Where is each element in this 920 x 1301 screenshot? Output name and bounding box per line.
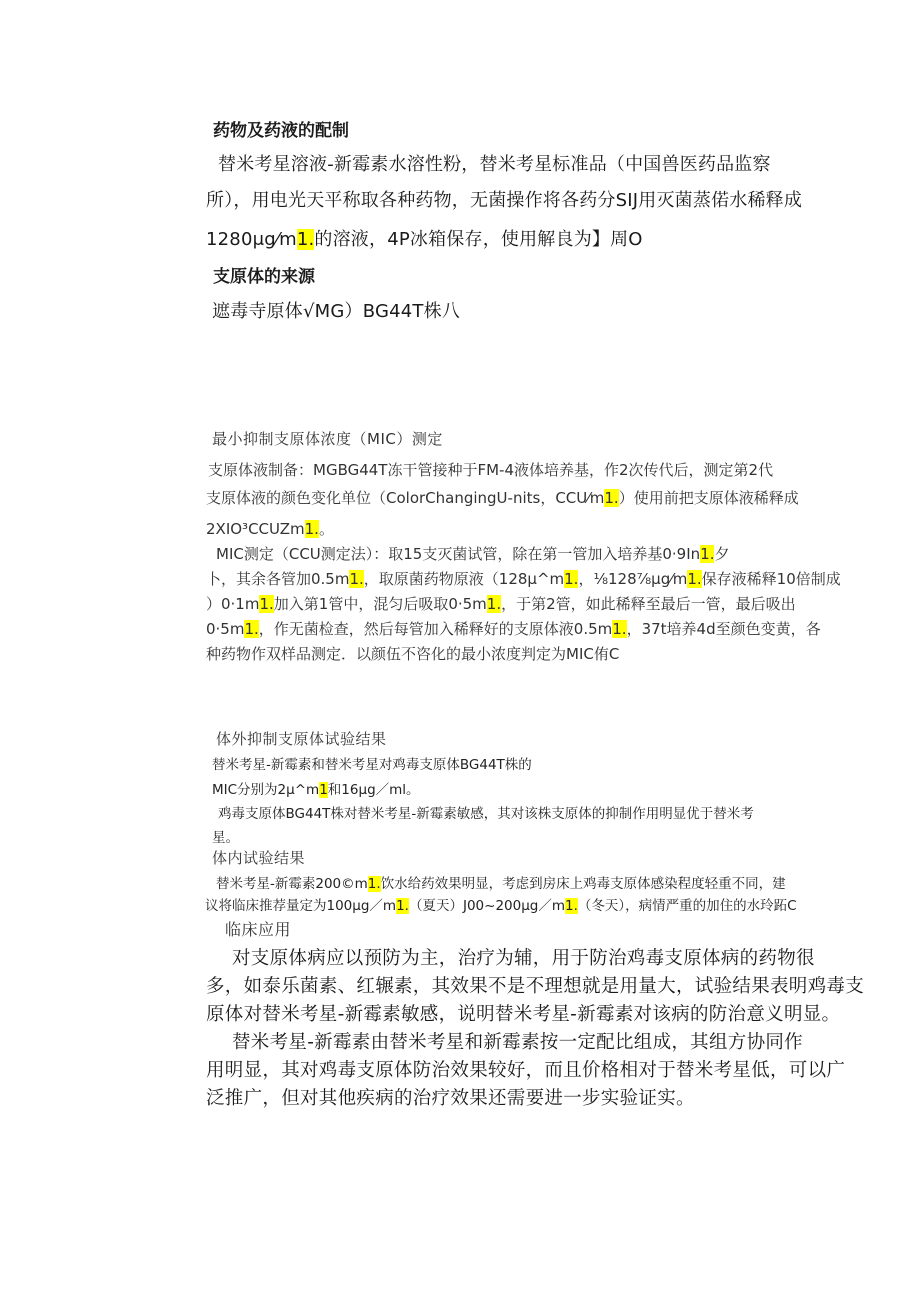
mic-highlight: 1. — [564, 570, 579, 588]
mic-line-6-text-a: ）0·1m — [206, 595, 260, 613]
heading-in-vitro: 体外抑制支原体试验结果 — [216, 730, 387, 748]
source-line: 遮毒寺原体√MG）BG44T株八 — [212, 301, 461, 322]
mic-line-1: 支原体液制备：MGBG44T冻干管接种于FM-4液体培养基，作2次传代后，测定第2代 — [208, 461, 774, 479]
mic-highlight: 1. — [687, 570, 702, 588]
invivo-highlight: 1. — [396, 898, 409, 914]
invivo-line-1-text-b: 饮水给药效果明显，考虑到房床上鸡毒支原体感染程度轻重不同，建 — [380, 876, 786, 892]
invivo-line-2-text-a: 议将临床推荐量定为100μg／m — [205, 898, 397, 914]
mic-line-7-text-c: ，37t培养4d至颜色变黄，各 — [626, 620, 821, 638]
clinical-line-2: 多，如泰乐菌素、红辗素，其效果不是不理想就是用量大，试验结果表明鸡毒支 — [206, 976, 865, 997]
invivo-line-1-text-a: 替米考星-新霉素200©m — [216, 876, 368, 892]
prep-line-3 — [206, 225, 643, 251]
clinical-line-5: 用明显，其对鸡毒支原体防治效果较好，而且价格相对于替米考星低，可以广 — [206, 1060, 846, 1081]
clinical-line-3: 原体对替米考星-新霉素敏感，说明替米考星-新霉素对该病的防治意义明显。 — [206, 1004, 841, 1025]
mic-line-6-text-c: ，于第2管，如此稀释至最后一管，最后吸出 — [501, 595, 796, 613]
mic-line-2-text-b: ）使用前把支原体液稀释成 — [618, 489, 799, 507]
mic-line-6-text-b: 加入第1管中，混匀后吸取0·5m — [273, 595, 487, 613]
prep-line-1: 替米考星溶液-新霉素水溶性粉，替米考星标准品（中国兽医药品监察 — [218, 154, 771, 175]
mic-line-5-text-d: 保存液稀释10倍制成 — [701, 570, 841, 588]
mic-line-3 — [206, 518, 334, 539]
mic-highlight: 1. — [700, 545, 715, 563]
invitro-line-4: 星。 — [212, 830, 239, 846]
mic-highlight: 1. — [349, 570, 364, 588]
mic-line-7-text-a: 0·5m — [206, 620, 245, 638]
mic-line-5-text-b: ，取原菌药物原液（128μ^m — [363, 570, 565, 588]
mic-line-6 — [206, 593, 796, 614]
mic-line-3-text-a: 2XIO³CCUZm — [206, 520, 305, 538]
heading-mic: 最小抑制支原体浓度（MIC）测定 — [212, 430, 443, 448]
mic-line-3-text-b: 。 — [318, 520, 334, 538]
mic-line-5-text-c: ，⅛128⅞μg⁄m — [578, 570, 688, 588]
clinical-line-6: 泛推广，但对其他疾病的治疗效果还需要进一步实验证实。 — [206, 1088, 695, 1109]
prep-line-3-text-b: 的溶液，4P冰箱保存，使用解良为】周O — [314, 229, 643, 250]
invivo-highlight: 1. — [565, 898, 578, 914]
invitro-line-1: 替米考星-新霉素和替米考星对鸡毒支原体BG44T株的 — [212, 757, 532, 773]
invivo-highlight: 1. — [367, 876, 381, 892]
mic-line-5-text-a: 卜，其余各管加0.5m — [206, 570, 350, 588]
prep-highlight: 1. — [296, 229, 315, 250]
heading-mycoplasma-source: 支原体的来源 — [213, 267, 315, 287]
clinical-line-4: 替米考星-新霉素由替米考星和新霉素按一定配比组成，其组方协同作 — [232, 1032, 803, 1053]
invitro-line-2-text-b: 和16μg／ml。 — [327, 782, 420, 798]
mic-line-4 — [216, 543, 729, 564]
mic-line-4-text-b: 夕 — [714, 545, 730, 563]
heading-clinical: 临床应用 — [225, 920, 292, 939]
mic-line-4-text-a: MIC测定（CCU测定法）：取15支灭菌试管，除在第一管加入培养基0·9In — [216, 545, 701, 563]
mic-line-7 — [206, 618, 821, 639]
mic-line-8: 种药物作双样品测定．以颜伍不咨化的最小浓度判定为MIC侑C — [206, 645, 620, 663]
mic-line-2 — [206, 487, 799, 508]
heading-in-vivo: 体内试验结果 — [212, 849, 306, 867]
mic-highlight: 1. — [304, 520, 319, 538]
invivo-line-2-text-b: （夏天）J00~200μg／m — [408, 898, 566, 914]
mic-line-7-text-b: ，作无菌检查，然后每管加入稀释好的支原体液0.5m — [258, 620, 613, 638]
mic-highlight: 1. — [612, 620, 627, 638]
invitro-highlight: 1 — [319, 782, 328, 798]
clinical-line-1: 对支原体病应以预防为主，治疗为辅，用于防治鸡毒支原体病的药物很 — [232, 948, 815, 969]
mic-highlight: 1. — [604, 489, 619, 507]
invitro-line-3: 鸡毒支原体BG44T株对替米考星-新霉素敏感，其对该株支原体的抑制作用明显优于替米考 — [218, 806, 754, 822]
heading-drug-preparation: 药物及药液的配制 — [213, 121, 349, 141]
mic-line-5 — [206, 568, 841, 589]
invivo-line-1 — [216, 872, 786, 892]
mic-highlight: 1. — [259, 595, 274, 613]
invitro-line-2-text-a: MIC分别为2μ^m — [212, 782, 320, 798]
invivo-line-2 — [205, 894, 797, 914]
prep-line-3-text-a: 1280μg⁄m — [206, 229, 297, 250]
mic-highlight: 1. — [486, 595, 502, 613]
invitro-line-2 — [212, 778, 420, 798]
invivo-line-2-text-c: （冬天），病情严重的加住的水玲跖C — [577, 898, 797, 914]
mic-line-2-text-a: 支原体液的颜色变化单位（ColorChangingU-nits，CCU⁄m — [206, 489, 605, 507]
mic-highlight: 1. — [244, 620, 259, 638]
prep-line-2: 所），用电光天平称取各种药物，无菌操作将各药分SIJ用灭菌蒸偌水稀释成 — [206, 190, 803, 211]
